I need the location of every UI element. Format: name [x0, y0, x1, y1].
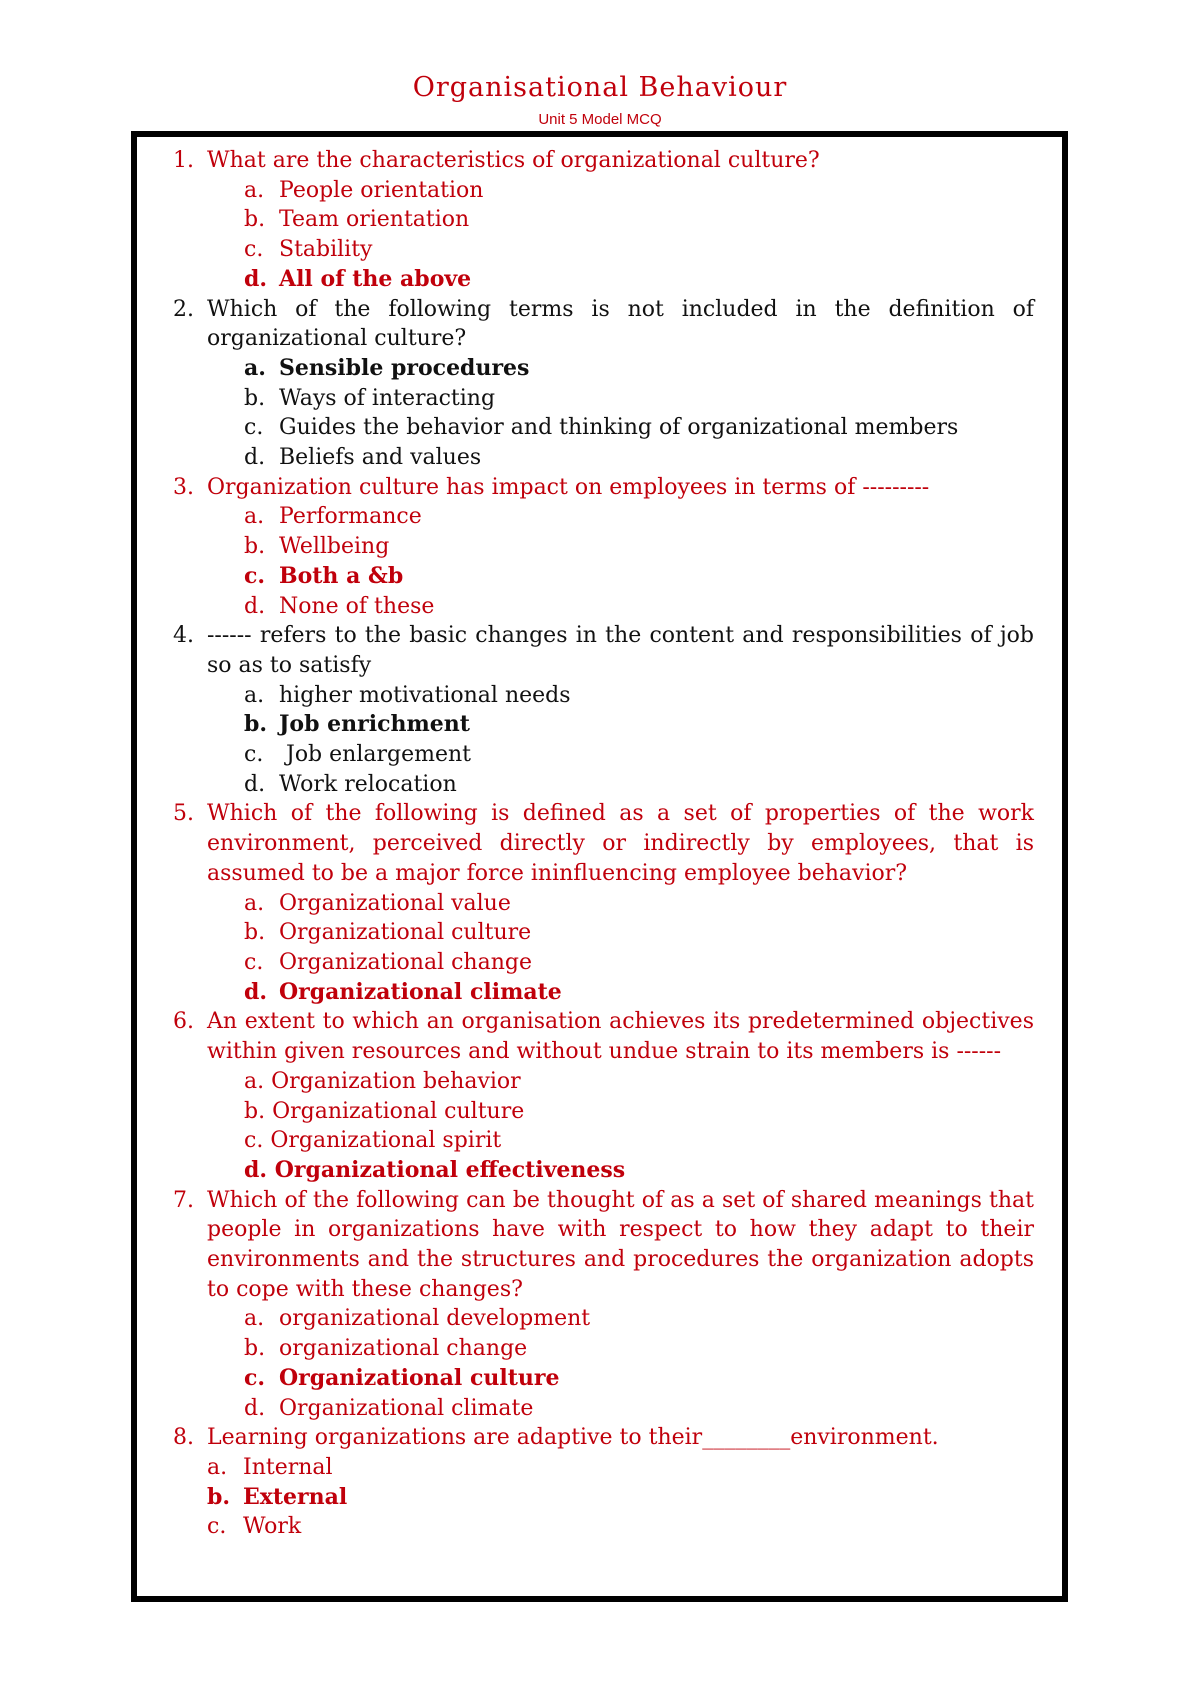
option-text: Organizational culture	[279, 1364, 560, 1391]
option-6c	[168, 1126, 1034, 1156]
question-text: Organization culture has impact on employees in terms of ---------	[207, 474, 930, 500]
option-text: External	[243, 1483, 348, 1510]
option-letter: d.	[244, 771, 266, 797]
question-5	[168, 799, 1034, 888]
option-7c-answer	[168, 1364, 1034, 1394]
question-text: ------ refers to the basic changes in the content and responsibilities of job so as to satisfy	[207, 623, 1034, 678]
option-letter: c.	[244, 237, 264, 263]
option-3b	[168, 532, 1034, 562]
options-7	[168, 1304, 1034, 1423]
option-text: Job enrichment	[279, 711, 470, 738]
question-1	[168, 146, 1034, 176]
option-letter: d.	[244, 1395, 266, 1421]
option-6b	[168, 1097, 1034, 1127]
option-8c	[168, 1512, 1034, 1542]
options-6	[168, 1067, 1034, 1186]
question-text: What are the characteristics of organizational culture?	[207, 148, 820, 173]
option-text: Organizational culture	[279, 920, 532, 946]
option-text: Internal	[243, 1454, 333, 1480]
option-6a	[168, 1067, 1034, 1097]
question-number: 1.	[173, 148, 194, 173]
option-letter: b.	[244, 207, 266, 233]
option-2d	[168, 443, 1034, 473]
answer-blank: ________	[702, 1425, 791, 1451]
option-letter: d.	[244, 445, 266, 471]
options-8	[168, 1453, 1034, 1542]
question-number: 6.	[173, 1009, 194, 1035]
option-letter: b.	[244, 711, 268, 738]
option-letter: c.	[244, 562, 266, 589]
option-letter: c.	[244, 742, 264, 768]
option-text: Organizational culture	[272, 1098, 525, 1124]
option-text: Team orientation	[279, 207, 470, 233]
option-text: Stability	[279, 237, 373, 263]
option-letter: a.	[244, 177, 265, 203]
option-4c	[168, 740, 1034, 770]
question-6	[168, 1007, 1034, 1066]
option-letter: d.	[244, 1156, 268, 1183]
option-text: All of the above	[279, 265, 472, 292]
question-number: 4.	[173, 623, 194, 649]
option-letter: a.	[244, 1306, 265, 1332]
option-text: Beliefs and values	[279, 445, 482, 471]
option-letter: b.	[244, 534, 266, 560]
option-4a	[168, 681, 1034, 711]
option-letter: b.	[244, 1336, 266, 1362]
option-4b-answer	[168, 710, 1034, 740]
page-title: Organisational Behaviour	[412, 72, 788, 103]
question-text: Which of the following is defined as a set of properties of the work environment, perceived directly or indirectly by employees, that is assumed to be a major force ininfluencing employee behavior?	[207, 801, 1034, 886]
option-2c	[168, 413, 1034, 443]
options-3	[168, 502, 1034, 621]
option-text: Work	[243, 1514, 302, 1540]
option-letter: c.	[244, 949, 264, 975]
option-letter: c.	[244, 415, 264, 441]
question-7	[168, 1186, 1034, 1305]
option-3c-answer	[168, 562, 1034, 592]
option-text: organizational change	[279, 1336, 528, 1362]
option-3d	[168, 592, 1034, 622]
option-1a	[168, 176, 1034, 206]
options-1	[168, 176, 1034, 295]
option-letter: d.	[244, 593, 266, 619]
option-letter: a.	[207, 1454, 228, 1480]
option-text: Wellbeing	[279, 534, 390, 560]
question-8	[168, 1423, 1034, 1453]
option-5a	[168, 889, 1034, 919]
option-text: Organizational value	[279, 890, 511, 916]
option-4d	[168, 770, 1034, 800]
question-4	[168, 621, 1034, 680]
option-1d-answer	[168, 265, 1034, 295]
option-2a-answer	[168, 354, 1034, 384]
question-number: 2.	[173, 296, 194, 322]
option-letter: b.	[244, 385, 266, 411]
question-text: An extent to which an organisation achieves its predetermined objectives within given resources and without undue strain to its members is ------	[207, 1009, 1034, 1065]
question-number: 8.	[173, 1425, 194, 1451]
option-text: Organization behavior	[271, 1068, 521, 1094]
option-text: Organizational change	[279, 949, 532, 975]
question-2	[168, 295, 1034, 354]
option-letter: c.	[244, 1128, 264, 1154]
option-text: Both a &b	[279, 562, 404, 589]
option-5b	[168, 918, 1034, 948]
option-7d	[168, 1394, 1034, 1424]
option-text: None of these	[279, 593, 435, 619]
option-5d-answer	[168, 978, 1034, 1008]
option-text: higher motivational needs	[279, 682, 571, 708]
option-text: Organizational climate	[279, 978, 562, 1005]
option-text: Guides the behavior and thinking of organizational members	[279, 415, 959, 441]
option-7b	[168, 1334, 1034, 1364]
options-5	[168, 889, 1034, 1008]
page-subtitle: Unit 5 Model MCQ	[538, 111, 662, 128]
option-letter: b.	[207, 1483, 231, 1510]
question-text: Learning organizations are adaptive to their	[207, 1425, 703, 1451]
option-letter: c.	[244, 1364, 266, 1391]
question-3	[168, 473, 1034, 503]
question-text-end: environment.	[790, 1425, 939, 1451]
option-letter: a.	[244, 504, 265, 530]
option-text: People orientation	[279, 177, 484, 203]
option-text: Work relocation	[279, 771, 457, 797]
option-text: Ways of interacting	[279, 385, 496, 411]
option-text: Organizational climate	[279, 1395, 534, 1421]
option-8b-answer	[168, 1483, 1034, 1513]
option-3a	[168, 502, 1034, 532]
option-text: organizational development	[279, 1306, 591, 1332]
option-text: Performance	[279, 504, 422, 530]
option-letter: b.	[244, 920, 266, 946]
option-letter: d.	[244, 978, 268, 1005]
option-letter: a.	[244, 682, 265, 708]
option-letter: a.	[244, 1068, 265, 1094]
option-letter: b.	[244, 1098, 266, 1124]
option-8a	[168, 1453, 1034, 1483]
option-5c	[168, 948, 1034, 978]
question-number: 3.	[173, 474, 194, 500]
question-list	[168, 146, 1034, 1542]
option-letter: d.	[244, 265, 268, 292]
option-text: Job enlargement	[279, 742, 471, 768]
option-letter: c.	[207, 1514, 227, 1540]
option-text: Sensible procedures	[279, 354, 530, 381]
option-6d-answer	[168, 1156, 1034, 1186]
option-1b	[168, 205, 1034, 235]
question-text: Which of the following terms is not included in the definition of organizational culture?	[207, 296, 1034, 352]
options-4	[168, 681, 1034, 800]
question-text: Which of the following can be thought of as a set of shared meanings that people in organizations have with respect to how they adapt to their environments and the structures and procedures the organization adopts to cope with these changes?	[207, 1187, 1034, 1302]
option-2b	[168, 384, 1034, 414]
option-text: Organizational effectiveness	[274, 1156, 626, 1183]
options-2	[168, 354, 1034, 473]
option-7a	[168, 1304, 1034, 1334]
question-number: 5.	[173, 801, 194, 827]
question-number: 7.	[173, 1187, 194, 1213]
option-1c	[168, 235, 1034, 265]
option-letter: a.	[244, 354, 266, 381]
option-text: Organizational spirit	[270, 1128, 502, 1154]
option-letter: a.	[244, 890, 265, 916]
